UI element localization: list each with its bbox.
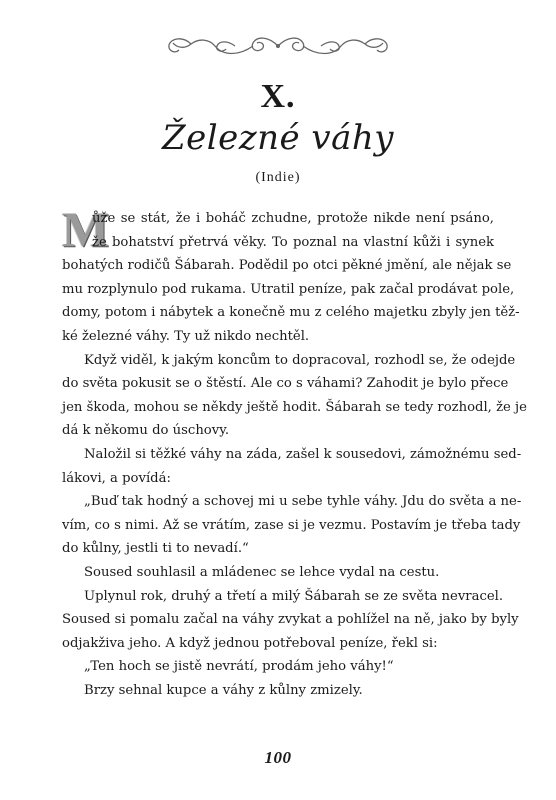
text-line: Soused si pomalu začal na váhy zvykat a pohlížel na ně, jako by byly [62, 612, 519, 628]
page-number: 100 [264, 748, 292, 767]
text-line: vím, co s nimi. Až se vrátím, zase si je vezmu. Postavím je třeba tady [62, 517, 521, 533]
chapter-number: X. [260, 78, 296, 115]
text-line: do kůlny, jestli ti to nevadí.“ [62, 541, 249, 557]
text-line: „Buď tak hodný a schovej mi u sebe tyhle váhy. Jdu do světa a ne- [84, 494, 522, 510]
text-line: že bohatství přetrvá věky. To poznal na vlastní kůži i synek [92, 234, 494, 250]
text-line: domy, potom i nábytek a konečně mu z celého majetku zbyly jen těž- [62, 305, 520, 321]
dropcap-letter: M [62, 201, 110, 257]
text-line: Uplynul rok, druhý a třetí a milý Šábarah se ze světa nevracel. [84, 588, 504, 604]
text-line: Když viděl, k jakým koncům to dopracoval, rozhodl se, že odejde [84, 352, 516, 368]
text-line: ké železné váhy. Ty už nikdo nechtěl. [62, 328, 310, 344]
text-line: dá k někomu do úschovy. [62, 423, 230, 439]
text-line: Naložil si těžké váhy na záda, zašel k sousedovi, zámožnému sed- [84, 446, 522, 462]
text-line: odjakživa jeho. A když jednou potřeboval peníze, řekl si: [62, 635, 438, 651]
text-line: bohatých rodičů Šábarah. Podědil po otci pěkné jmění, ale nějak se [62, 258, 512, 274]
text-line: do světa pokusit se o štěstí. Ale co s váhami? Zahodit je bylo přece [62, 376, 509, 392]
text-line: Brzy sehnal kupce a váhy z kůlny zmizely. [84, 682, 363, 698]
flourish-ornament-icon [165, 32, 391, 60]
text-line: „Ten hoch se jistě nevrátí, prodám jeho váhy!“ [84, 659, 394, 675]
chapter-title: Železné váhy [161, 118, 395, 158]
chapter-subtitle: (Indie) [255, 170, 301, 185]
text-line: lákovi, a povídá: [62, 470, 171, 486]
text-line: ůže se stát, že i boháč zchudne, protože nikde není psáno, [92, 211, 494, 226]
text-line: jen škoda, mohou se někdy ještě hodit. Šábarah se tedy rozhodl, že je [62, 399, 527, 415]
text-line: mu rozplynulo pod rukama. Utratil peníze, pak začal prodávat pole, [62, 281, 515, 297]
body-text [62, 207, 527, 702]
text-line: Soused souhlasil a mládenec se lehce vydal na cestu. [84, 564, 440, 580]
